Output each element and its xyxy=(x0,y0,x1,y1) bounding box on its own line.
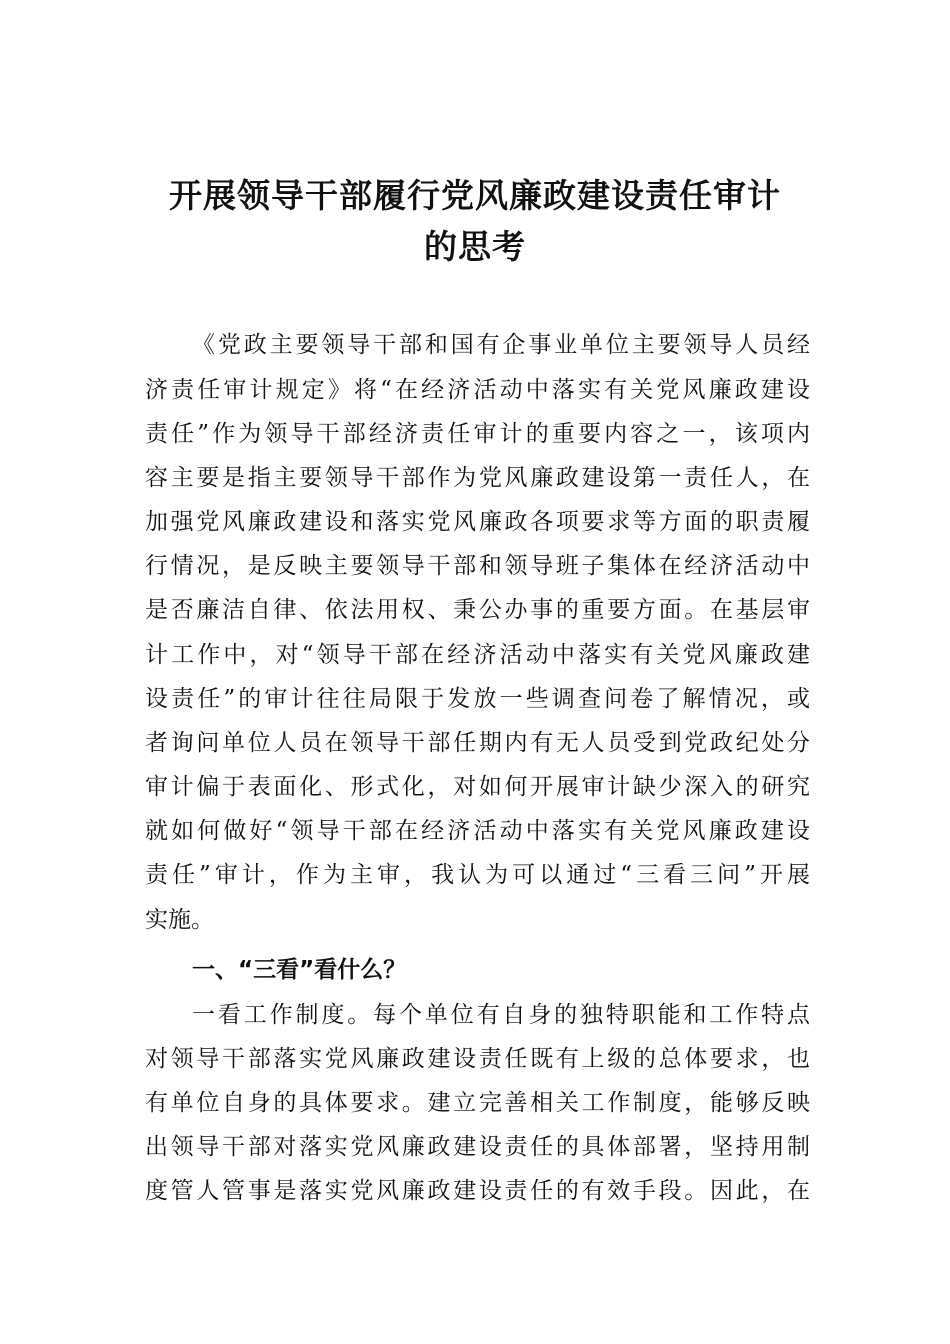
paragraph-line: 审计偏于表面化、形式化，对如何开展审计缺少深入的研究 xyxy=(145,774,810,800)
document-title-line-2: 的思考 xyxy=(424,227,526,266)
paragraph-line: 一看工作制度。每个单位有自身的独特职能和工作特点 xyxy=(192,1002,810,1028)
paragraph-line: 设责任”的审计往往局限于发放一些调查问卷了解情况，或 xyxy=(145,686,810,712)
paragraph-line: 责任”作为领导干部经济责任审计的重要内容之一，该项内 xyxy=(145,421,810,447)
paragraph-line: 行情况，是反映主要领导干部和领导班子集体在经济活动中 xyxy=(145,553,810,579)
paragraph-line: 者询问单位人员在领导干部任期内有无人员受到党政纪处分 xyxy=(145,730,810,756)
document-title-line-1: 开展领导干部履行党风廉政建设责任审计 xyxy=(169,176,781,215)
paragraph-line: 有单位自身的具体要求。建立完善相关工作制度，能够反映 xyxy=(145,1090,810,1116)
paragraph-line: 《党政主要领导干部和国有企事业单位主要领导人员经 xyxy=(192,332,810,358)
paragraph-line: 对领导干部落实党风廉政建设责任既有上级的总体要求，也 xyxy=(145,1046,810,1072)
paragraph-line: 计工作中，对“领导干部在经济活动中落实有关党风廉政建 xyxy=(145,642,810,668)
paragraph-line: 加强党风廉政建设和落实党风廉政各项要求等方面的职责履 xyxy=(145,509,810,535)
paragraph-line: 是否廉洁自律、依法用权、秉公办事的重要方面。在基层审 xyxy=(145,597,810,623)
section-heading: 一、“三看”看什么？ xyxy=(192,957,407,983)
paragraph-line: 实施。 xyxy=(145,907,214,933)
paragraph-line: 就如何做好“领导干部在经济活动中落实有关党风廉政建设 xyxy=(145,818,810,844)
paragraph-line: 济责任审计规定》将“在经济活动中落实有关党风廉政建设 xyxy=(145,377,810,403)
paragraph-line: 度管人管事是落实党风廉政建设责任的有效手段。因此，在 xyxy=(145,1178,810,1204)
paragraph-line: 出领导干部对落实党风廉政建设责任的具体部署，坚持用制 xyxy=(145,1134,810,1160)
paragraph-line: 容主要是指主要领导干部作为党风廉政建设第一责任人，在 xyxy=(145,465,810,491)
paragraph-line: 责任”审计，作为主审，我认为可以通过“三看三问”开展 xyxy=(145,862,810,888)
